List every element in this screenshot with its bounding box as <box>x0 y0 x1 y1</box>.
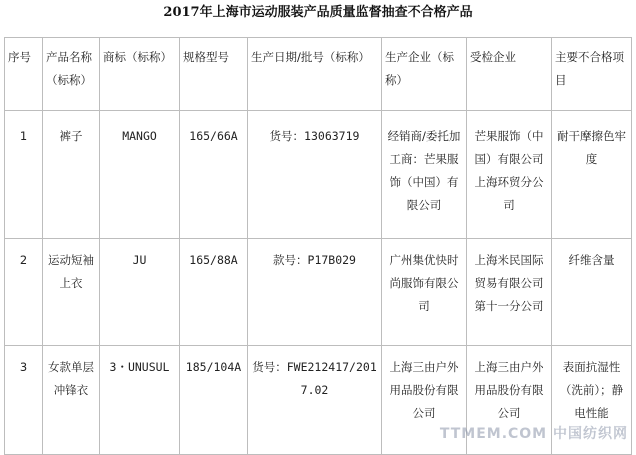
table-row <box>5 111 632 239</box>
cell-product: 裤子 <box>43 111 100 239</box>
cell-producer: 上海三由户外用品股份有限公司 <box>382 346 467 455</box>
header-date: 生产日期/批号（标称） <box>248 38 382 111</box>
cell-spec: 165/66A <box>180 111 248 239</box>
site-watermark: TTMEM.COM 中国纺织网 <box>439 426 628 442</box>
cell-defect: 表面抗湿性（洗前）；静电性能 <box>552 346 632 455</box>
cell-spec: 165/88A <box>180 239 248 346</box>
header-brand: 商标（标称） <box>100 38 180 111</box>
cell-inspected: 上海米民国际贸易有限公司第十一分公司 <box>467 239 552 346</box>
cell-product: 女款单层冲锋衣 <box>43 346 100 455</box>
cell-product: 运动短袖上衣 <box>43 239 100 346</box>
header-spec: 规格型号 <box>180 38 248 111</box>
cell-producer: 广州集优快时尚服饰有限公司 <box>382 239 467 346</box>
cell-date: 货号：FWE212417/2017.02 <box>248 346 382 455</box>
cell-brand: JU <box>100 239 180 346</box>
cell-date: 货号：13063719 <box>248 111 382 239</box>
header-inspected: 受检企业 <box>467 38 552 111</box>
cell-no: 3 <box>5 346 43 455</box>
cell-producer: 经销商/委托加工商：芒果服饰（中国）有限公司 <box>382 111 467 239</box>
cell-inspected: 上海三由户外用品股份有限公司 <box>467 346 552 455</box>
cell-brand: 3・UNUSUL <box>100 346 180 455</box>
cell-no: 2 <box>5 239 43 346</box>
header-product: 产品名称（标称） <box>43 38 100 111</box>
cell-spec: 185/104A <box>180 346 248 455</box>
page-title: 2017年上海市运动服装产品质量监督抽查不合格产品 <box>163 5 473 20</box>
table-header-row <box>5 38 632 111</box>
header-defect: 主要不合格项目 <box>552 38 632 111</box>
header-no: 序号 <box>5 38 43 111</box>
cell-inspected: 芒果服饰（中国）有限公司上海环贸分公司 <box>467 111 552 239</box>
cell-date: 款号：P17B029 <box>248 239 382 346</box>
table-row <box>5 239 632 346</box>
cell-defect: 纤维含量 <box>552 239 632 346</box>
header-producer: 生产企业（标称） <box>382 38 467 111</box>
cell-defect: 耐干摩擦色牢度 <box>552 111 632 239</box>
cell-no: 1 <box>5 111 43 239</box>
noncompliant-products-table <box>4 37 632 455</box>
cell-brand: MANGO <box>100 111 180 239</box>
